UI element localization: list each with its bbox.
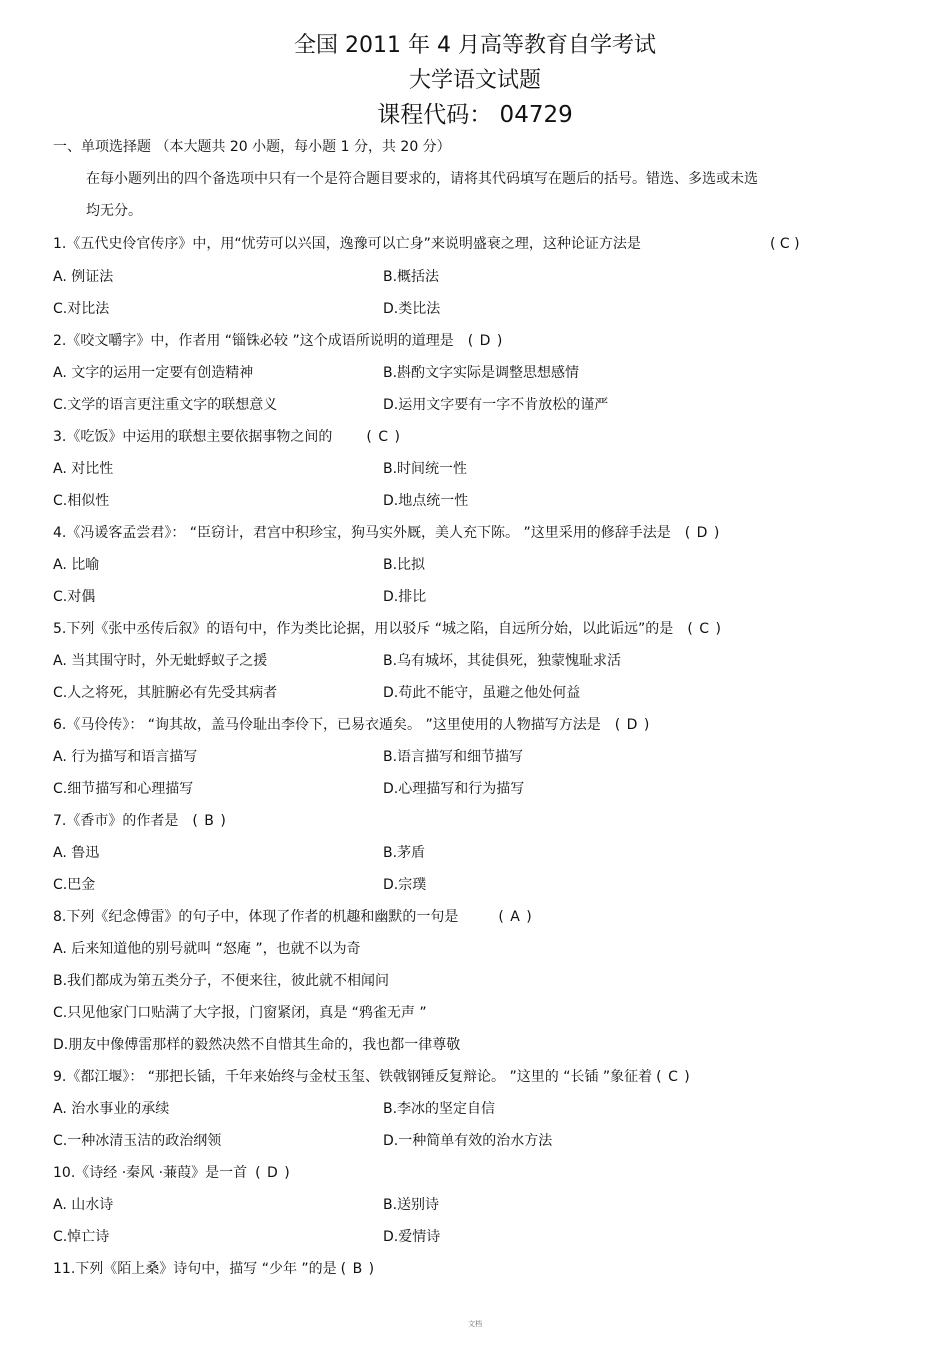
option: D.运用文字要有一字不肯放松的谨严 — [383, 397, 609, 413]
course-code: 课程代码： 04729 — [377, 102, 573, 128]
question-stem — [53, 235, 641, 253]
option: C.巴金 — [53, 877, 96, 893]
option: B.我们都成为第五类分子，不便来往，彼此就不相闻问 — [53, 973, 390, 989]
question-stem — [53, 524, 720, 542]
question-stem — [53, 716, 650, 734]
answer-key: ( D ) — [684, 525, 721, 541]
option: C.人之将死，其脏腑必有先受其病者 — [53, 685, 278, 701]
question-text: 1.《五代史伶官传序》中，用“忧劳可以兴国，逸豫可以亡身”来说明盛衰之理，这种论证方法是 — [53, 236, 641, 252]
answer-key: ( A ) — [498, 909, 533, 925]
exam-subtitle: 大学语文试题 — [408, 68, 541, 93]
option: B.茅盾 — [383, 845, 426, 861]
option: D.排比 — [383, 589, 427, 605]
answer-key: ( C ) — [366, 429, 401, 445]
option: B.乌有城坏，其徒俱死，独蒙愧耻求活 — [383, 653, 622, 669]
option: A. 鲁迅 — [53, 845, 100, 861]
answer-key: ( C ) — [656, 1069, 691, 1085]
option: C.文学的语言更注重文字的联想意义 — [53, 397, 278, 413]
option: A. 当其围守时，外无蚍蜉蚁子之援 — [53, 653, 268, 669]
option: D.心理描写和行为描写 — [383, 781, 525, 797]
answer-key: ( B ) — [192, 813, 227, 829]
option: B.语言描写和细节描写 — [383, 749, 524, 765]
answer-key: ( D ) — [255, 1165, 291, 1181]
answer-key: ( D ) — [614, 717, 651, 733]
instructions-line-1: 在每小题列出的四个备选项中只有一个是符合题目要求的，请将其代码填写在题后的括号。错选、多选或未选 — [86, 171, 758, 187]
option: D.一种简单有效的治水方法 — [383, 1133, 553, 1149]
page-footer: 文档 — [468, 1320, 482, 1328]
question-stem — [53, 1068, 691, 1086]
question-stem — [53, 1164, 291, 1182]
answer-key: ( C ) — [687, 621, 722, 637]
option: C.只见他家门口贴满了大字报，门窗紧闭，真是 “鸦雀无声 ” — [53, 1005, 427, 1021]
option: B.李冰的坚定自信 — [383, 1101, 496, 1117]
option: B.送别诗 — [383, 1197, 440, 1213]
option: D.朋友中像傅雷那样的毅然决然不自惜其生命的，我也都一律尊敬 — [53, 1037, 461, 1053]
option: A. 后来知道他的别号就叫 “怒庵 ”，也就不以为奇 — [53, 941, 361, 957]
question-stem — [53, 620, 722, 638]
option: D.宗璞 — [383, 877, 427, 893]
option: B.概括法 — [383, 269, 440, 285]
option: A. 对比性 — [53, 461, 114, 477]
question-stem — [53, 812, 227, 830]
option: A. 比喻 — [53, 557, 100, 573]
question-text: 3.《吃饭》中运用的联想主要依据事物之间的 — [53, 429, 333, 445]
option: C.一种冰清玉洁的政治纲领 — [53, 1133, 222, 1149]
option: C.对比法 — [53, 301, 110, 317]
option: D.苟此不能守，虽避之他处何益 — [383, 685, 581, 701]
option: A. 文字的运用一定要有创造精神 — [53, 365, 254, 381]
answer-key: ( B ) — [340, 1261, 376, 1277]
question-text: 4.《冯谖客孟尝君》： “臣窃计，君宫中积珍宝，狗马实外厩，美人充下陈。 ”这里采用的修辞手法是 — [53, 525, 671, 541]
option: A. 行为描写和语言描写 — [53, 749, 198, 765]
option: B.时间统一性 — [383, 461, 468, 477]
option: A. 治水事业的承续 — [53, 1101, 170, 1117]
option: D.类比法 — [383, 301, 441, 317]
question-text: 11.下列《陌上桑》诗句中，描写 “少年 ”的是 — [53, 1261, 337, 1277]
exam-title: 全国 2011 年 4 月高等教育自学考试 — [294, 33, 656, 58]
option: B.比拟 — [383, 557, 426, 573]
answer-key: ( C ) — [770, 236, 800, 252]
option: D.爱情诗 — [383, 1229, 441, 1245]
question-text: 9.《都江堰》： “那把长锸，千年来始终与金杖玉玺、铁戟钢锤反复辩论。 ”这里的 “长锸 ”象征着 — [53, 1069, 653, 1085]
question-stem — [53, 428, 401, 446]
instructions-line-2: 均无分。 — [86, 203, 142, 219]
question-text: 5.下列《张中丞传后叙》的语句中，作为类比论据，用以驳斥 “城之陷，自远所分始，以此诟远”的是 — [53, 621, 674, 637]
option: C.细节描写和心理描写 — [53, 781, 194, 797]
answer-key: ( D ) — [467, 333, 504, 349]
question-stem — [53, 1260, 375, 1278]
question-text: 8.下列《纪念傅雷》的句子中，体现了作者的机趣和幽默的一句是 — [53, 909, 459, 925]
question-stem — [53, 332, 503, 350]
option: C.相似性 — [53, 493, 110, 509]
question-text: 7.《香市》的作者是 — [53, 813, 179, 829]
section-heading: 一、单项选择题 （本大题共 20 小题，每小题 1 分，共 20 分） — [53, 139, 451, 155]
question-stem — [53, 908, 533, 926]
question-text: 2.《咬文嚼字》中，作者用 “锱铢必较 ”这个成语所说明的道理是 — [53, 333, 454, 349]
option: A. 山水诗 — [53, 1197, 114, 1213]
option: C.悼亡诗 — [53, 1229, 110, 1245]
option: D.地点统一性 — [383, 493, 469, 509]
option: A. 例证法 — [53, 269, 114, 285]
option: B.斟酌文字实际是调整思想感情 — [383, 365, 580, 381]
option: C.对偶 — [53, 589, 96, 605]
question-text: 10.《诗经 ·秦风 ·蒹葭》是一首 — [53, 1165, 248, 1181]
question-text: 6.《马伶传》： “询其故，盖马伶耻出李伶下，已易衣遁矣。 ”这里使用的人物描写方法是 — [53, 717, 601, 733]
